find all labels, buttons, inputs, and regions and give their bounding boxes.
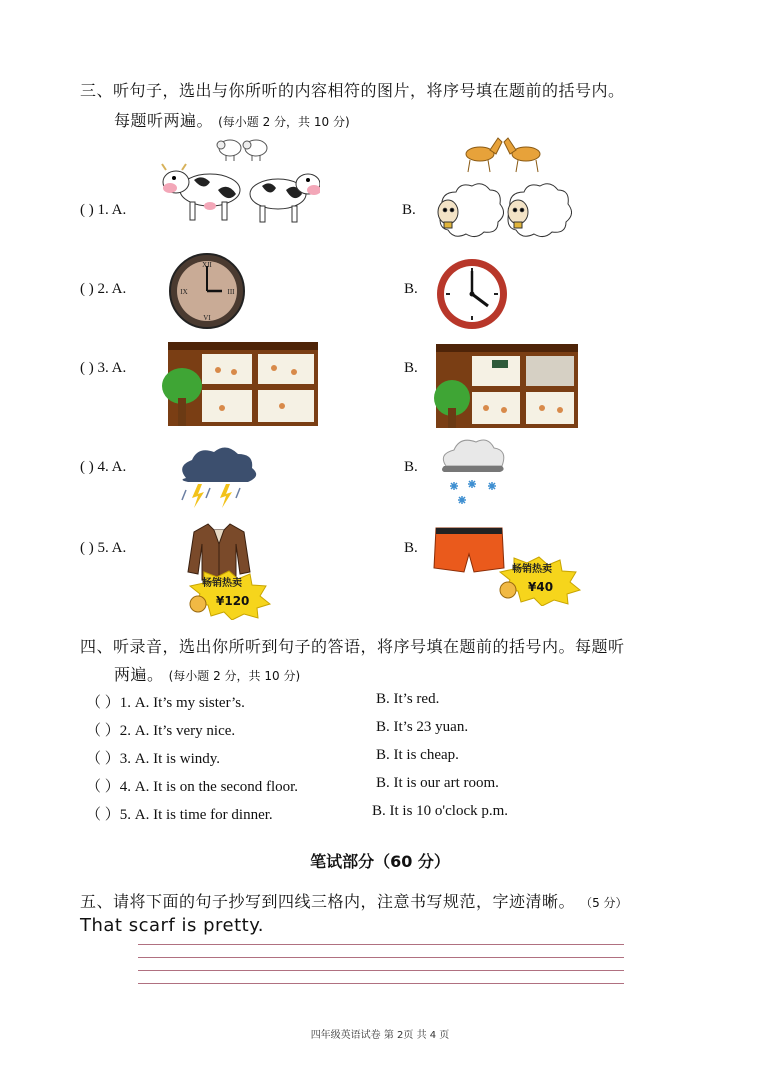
s4-q3-option-a: （ ）3. A. It is windy. — [86, 751, 221, 767]
q3-option-b: B. — [404, 360, 418, 376]
horses-image — [460, 132, 552, 174]
grid-line-4 — [138, 983, 624, 984]
svg-text:IX: IX — [180, 288, 188, 296]
s4-q1-option-a: （ ）1. A. It’s my sister’s. — [86, 695, 245, 711]
grid-line-3 — [138, 970, 624, 971]
q2-option-b: B. — [404, 281, 418, 297]
svg-text:III: III — [227, 288, 235, 296]
section4-heading-line2: 两遍。 (每小题 2 分，共 10 分) — [114, 665, 301, 684]
s4-q3-option-b: B. It is cheap. — [376, 747, 459, 763]
s4-q5-option-b: B. It is 10 o'clock p.m. — [372, 803, 509, 819]
q5-prefix: ( ) 5. A. — [80, 540, 127, 556]
school-building-b-image — [432, 338, 580, 430]
q2-prefix: ( ) 2. A. — [80, 281, 127, 297]
s4-q5-option-a: （ ）5. A. It is time for dinner. — [86, 807, 273, 823]
shorts-price-tag — [496, 556, 582, 606]
s4-q1-option-b: B. It’s red. — [376, 691, 440, 707]
grid-line-2 — [138, 957, 624, 958]
grid-line-1 — [138, 944, 624, 945]
school-building-a-image — [162, 338, 320, 428]
svg-text:XII: XII — [202, 261, 212, 269]
q5-option-b: B. — [404, 540, 418, 556]
q1-prefix: ( ) 1. A. — [80, 202, 127, 218]
s4-q4-option-a: （ ）4. A. It is on the second floor. — [86, 779, 299, 795]
jacket-banner: 畅销热卖 — [202, 578, 242, 589]
shorts-price: ¥40 — [528, 580, 554, 594]
snow-image — [436, 436, 510, 508]
s4-q2-option-a: （ ）2. A. It’s very nice. — [86, 723, 236, 739]
q4-prefix: ( ) 4. A. — [80, 459, 127, 475]
section5-heading: 五、请将下面的句子抄写到四线三格内，注意书写规范，字迹清晰。 — [80, 892, 576, 911]
section4-heading: 四、听录音，选出你所听到句子的答语，将序号填在题前的括号内。每题听 — [80, 637, 625, 656]
shorts-image — [432, 524, 506, 576]
four-line-grid[interactable] — [138, 944, 624, 988]
thunderstorm-image — [174, 446, 262, 510]
q1-option-b: B. — [402, 202, 416, 218]
svg-text:VI: VI — [203, 314, 211, 322]
section3-heading-line2: 每题听两遍。 (每小题 2 分，共 10 分) — [114, 111, 350, 130]
section5-points: （5 分） — [580, 896, 628, 910]
section5-heading-row — [80, 889, 628, 912]
written-part-title: 笔试部分（60 分） — [310, 852, 450, 871]
q4-option-b: B. — [404, 459, 418, 475]
s4-q2-option-b: B. It’s 23 yuan. — [376, 719, 469, 735]
shorts-banner: 畅销热卖 — [512, 564, 552, 575]
s4-q4-option-b: B. It is our art room. — [376, 775, 499, 791]
clock-three-image — [168, 252, 246, 330]
small-sheep-image — [216, 132, 272, 162]
jacket-price-tag — [186, 570, 272, 620]
jacket-price: ¥120 — [216, 594, 250, 608]
copy-sentence: That scarf is pretty. — [80, 915, 265, 936]
page-footer: 四年级英语试卷 第 2页 共 4 页 — [310, 1030, 450, 1041]
clock-nine-image — [434, 256, 510, 332]
sheep-image — [432, 178, 572, 248]
cows-image — [160, 160, 320, 228]
section3-heading: 三、听句子，选出与你所听的内容相符的图片，将序号填在题前的括号内。 — [80, 81, 625, 100]
q3-prefix: ( ) 3. A. — [80, 360, 127, 376]
